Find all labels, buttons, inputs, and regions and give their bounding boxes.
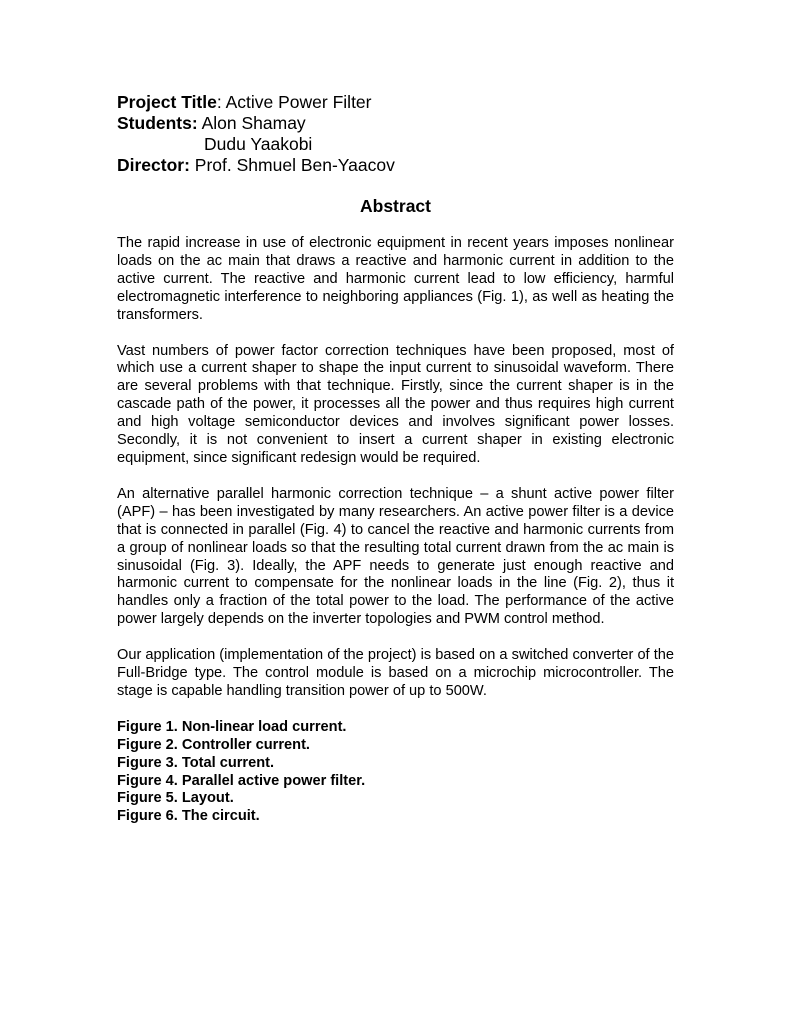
figure-list: [117, 719, 674, 826]
abstract-paragraph-2: Vast numbers of power factor correction techniques have been proposed, most of which use a current shaper to shape the input current to sinusoidal waveform. There are several problems with that technique. Firstly, since the current shaper is in the cascade path of the power, it processes all the power and thus requires high current and high voltage semiconductor devices and involves significant power losses. Secondly, it is not convenient to insert a current shaper in existing electronic equipment, since significant redesign would be required.: [117, 342, 674, 466]
student-name-1: Alon Shamay: [197, 113, 306, 133]
abstract-paragraph-3: An alternative parallel harmonic correction technique – a shunt active power filter (APF) – has been investigated by many researchers. An active power filter is a device that is connected in parallel (Fig. 4) to cancel the reactive and harmonic currents from a group of nonlinear loads so that the resulting total current drawn from the ac main is sinusoidal (Fig. 3). Ideally, the APF needs to generate just enough reactive and harmonic current to compensate for the nonlinear loads in the line (Fig. 2), thus it handles only a fraction of the total power to the load. The performance of the active power largely depends on the inverter topologies and PWM control method.: [117, 485, 674, 628]
abstract-heading: Abstract: [360, 196, 431, 216]
figure-caption-1: Figure 1. Non-linear load current.: [117, 718, 347, 735]
figure-caption-4: Figure 4. Parallel active power filter.: [117, 772, 366, 789]
document-page: [117, 92, 674, 826]
figure-caption-5: Figure 5. Layout.: [117, 790, 234, 807]
figure-caption-6: Figure 6. The circuit.: [117, 808, 260, 825]
director-label: Director:: [117, 155, 190, 175]
abstract-paragraph-4: Our application (implementation of the project) is based on a switched converter of the Full-Bridge type. The control module is based on a microchip microcontroller. The stage is capable handling transition power of up to 500W.: [117, 647, 674, 699]
abstract-paragraph-1: The rapid increase in use of electronic equipment in recent years imposes nonlinear loads on the ac main that draws a reactive and harmonic current in addition to the active current. The reactive and harmonic current lead to low efficiency, harmful electromagnetic interference to neighboring appliances (Fig. 1), as well as heating the transformers.: [117, 235, 674, 323]
director-line: [117, 155, 674, 176]
figure-caption-2: Figure 2. Controller current.: [117, 736, 310, 753]
figure-caption-3: Figure 3. Total current.: [117, 754, 275, 771]
project-title-label: Project Title: [117, 92, 217, 112]
students-label: Students:: [117, 113, 198, 133]
project-title-line: [117, 92, 674, 113]
students-line: [117, 113, 674, 134]
director-value: Prof. Shmuel Ben-Yaacov: [189, 155, 395, 175]
project-title-value: : Active Power Filter: [216, 92, 372, 112]
student-name-2: Dudu Yaakobi: [204, 134, 313, 154]
